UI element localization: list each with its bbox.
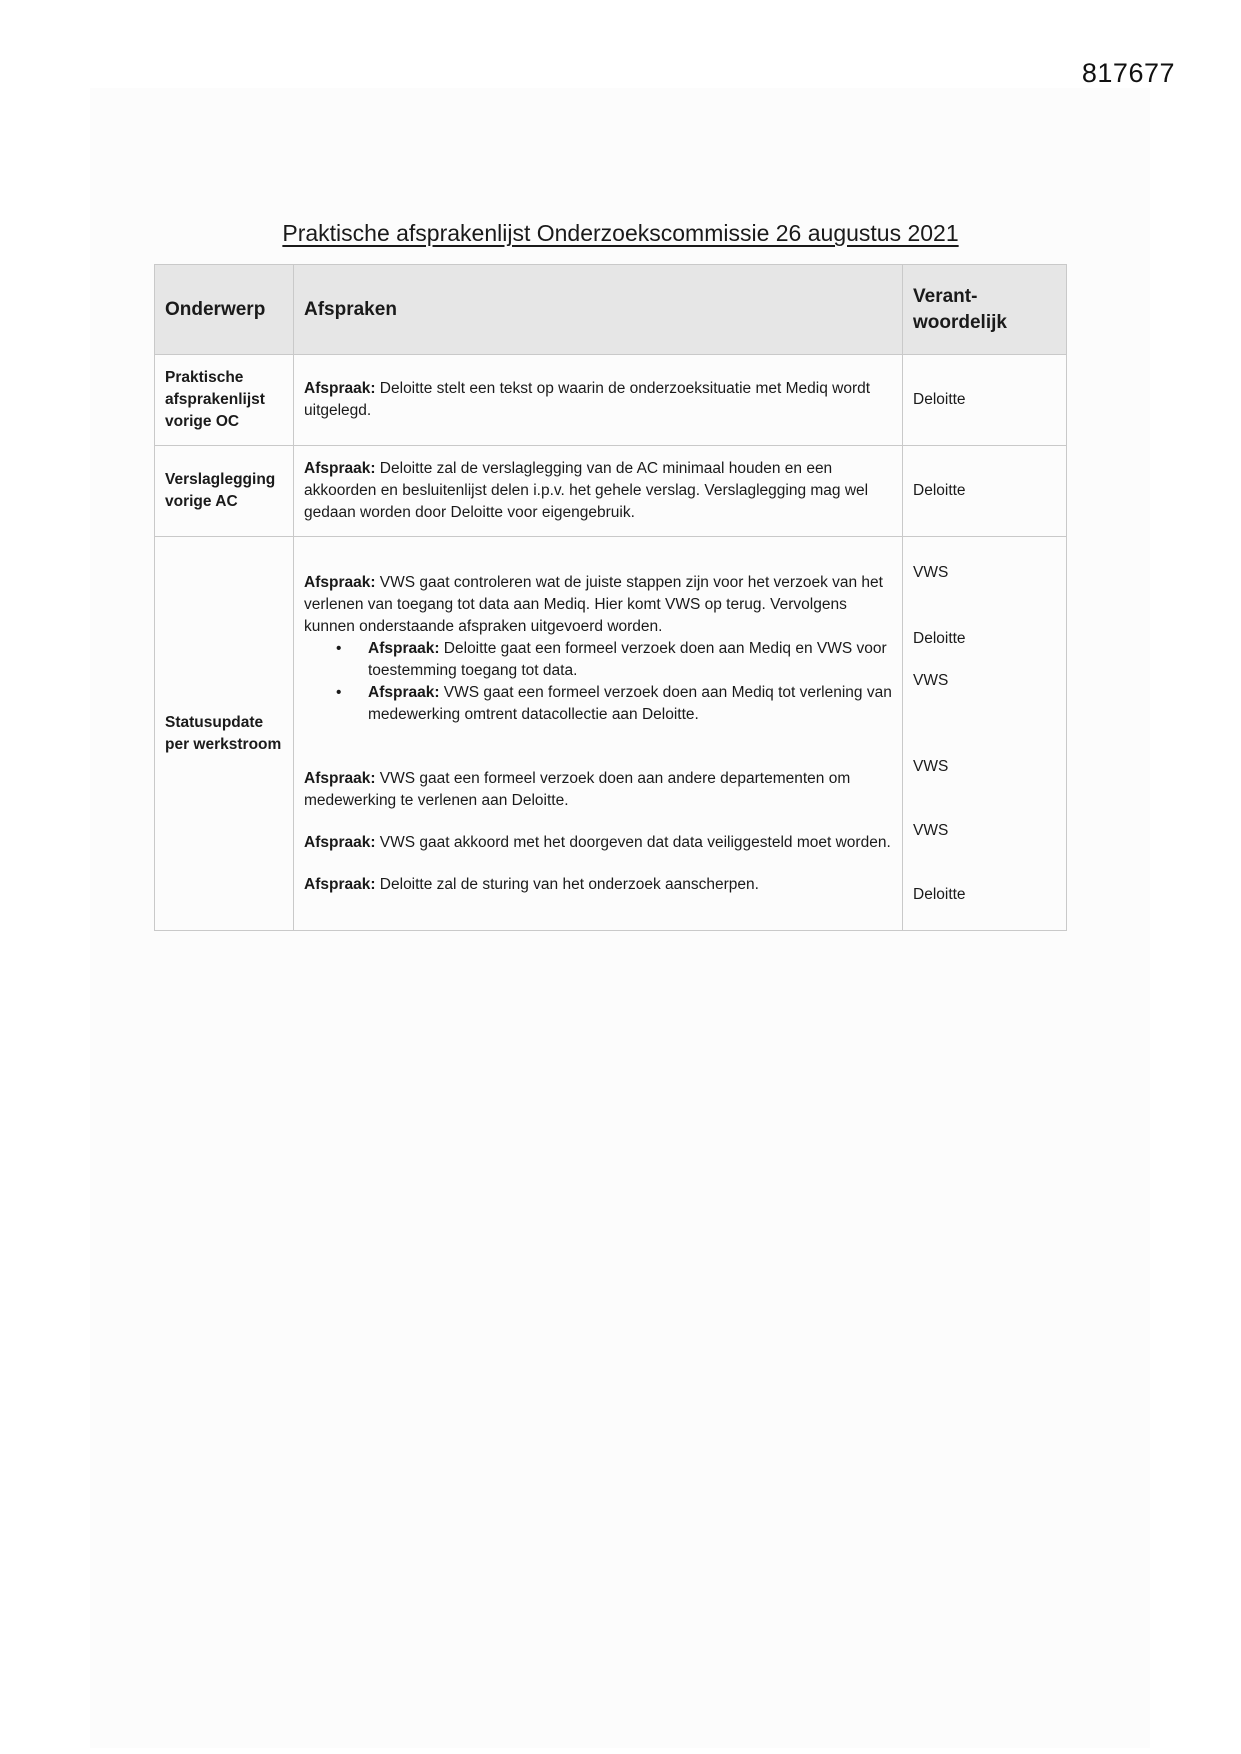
responsible-item: VWS <box>913 821 949 839</box>
header-topic: Onderwerp <box>155 265 294 355</box>
agreement-list <box>304 572 892 896</box>
table-row <box>155 355 1067 446</box>
agreement-label: Afspraak: <box>304 769 376 787</box>
responsible-item: VWS <box>913 671 949 689</box>
agreement-label: Afspraak: <box>368 683 440 701</box>
responsible-cell <box>903 537 1067 931</box>
header-agreements: Afspraken <box>294 265 903 355</box>
agreement-item <box>304 572 892 638</box>
agreement-cell <box>294 537 903 931</box>
agreement-label: Afspraak: <box>304 380 376 397</box>
list-item <box>336 682 892 726</box>
agreement-item <box>304 768 892 812</box>
responsible-item: Deloitte <box>913 629 966 647</box>
agreement-label: Afspraak: <box>304 875 376 893</box>
responsible-item: VWS <box>913 757 949 775</box>
responsible-item: Deloitte <box>913 885 966 903</box>
responsible-list <box>913 562 1056 906</box>
agreements-table <box>154 264 1067 931</box>
table-row <box>155 537 1067 931</box>
agreement-cell <box>294 446 903 537</box>
bullet-icon: • <box>336 639 342 657</box>
topic-cell: Statusupdate per werkstroom <box>155 537 294 931</box>
agreement-text: VWS gaat een formeel verzoek doen aan andere departementen om medewerking te verlenen aan Deloitte. <box>304 769 851 809</box>
agreement-item <box>304 874 892 896</box>
agreement-text: Deloitte gaat een formeel verzoek doen aan Mediq en VWS voor toestemming toegang tot data. <box>368 639 887 679</box>
agreement-text: VWS gaat akkoord met het doorgeven dat data veiliggesteld moet worden. <box>375 833 891 851</box>
bullet-icon: • <box>336 683 342 701</box>
responsible-cell: Deloitte <box>903 446 1067 537</box>
table-header-row <box>155 265 1067 355</box>
agreement-cell <box>294 355 903 446</box>
agreement-text: Deloitte zal de verslaglegging van de AC minimaal houden en een akkoorden en besluitenlijst delen i.p.v. het gehele verslag. Verslaglegging mag wel gedaan worden door Deloitte voor eigengebruik. <box>304 460 869 521</box>
page-title: Praktische afsprakenlijst Onderzoekscommissie 26 augustus 2021 <box>282 220 959 246</box>
list-item <box>336 638 892 682</box>
header-responsible-line1: Verant- <box>913 285 978 307</box>
agreement-item <box>304 832 892 854</box>
agreement-label: Afspraak: <box>304 460 376 477</box>
table-row <box>155 446 1067 537</box>
responsible-item: VWS <box>913 563 949 581</box>
topic-cell: Praktische afsprakenlijst vorige OC <box>155 355 294 446</box>
agreement-text: Deloitte stelt een tekst op waarin de onderzoeksituatie met Mediq wordt uitgelegd. <box>304 380 871 419</box>
topic-cell: Verslaglegging vorige AC <box>155 446 294 537</box>
agreement-text: VWS gaat controleren wat de juiste stappen zijn voor het verzoek van het verlenen van toegang tot data aan Mediq. Hier komt VWS op terug. Vervolgens kunnen onderstaande afspraken uitgevoerd worden. <box>304 573 883 635</box>
sub-agreement-list <box>304 638 892 726</box>
agreement-label: Afspraak: <box>368 639 440 657</box>
document-number: 817677 <box>1081 58 1175 88</box>
agreement-text: VWS gaat een formeel verzoek doen aan Mediq tot verlening van medewerking omtrent datacollectie aan Deloitte. <box>368 683 892 723</box>
header-responsible-line2: woordelijk <box>913 311 1007 333</box>
agreement-label: Afspraak: <box>304 833 376 851</box>
header-responsible <box>903 265 1067 355</box>
agreement-label: Afspraak: <box>304 573 376 591</box>
responsible-cell: Deloitte <box>903 355 1067 446</box>
agreement-text: Deloitte zal de sturing van het onderzoek aanscherpen. <box>375 875 759 893</box>
